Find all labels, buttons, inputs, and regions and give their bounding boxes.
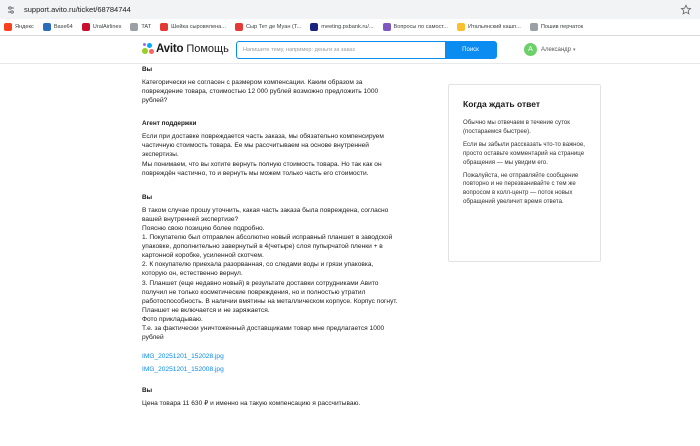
bookmark-favicon-icon: [43, 23, 51, 31]
message-line: вашей внутренней экспертизе?: [142, 215, 239, 223]
user-name[interactable]: Александр: [541, 46, 572, 53]
response-time-card: [448, 84, 601, 262]
message-line: работоспособность. В наличии вмятины на металлическом корпусе. Корпус погнут.: [142, 297, 398, 305]
bookmark-label: Итальянский кашп...: [467, 24, 521, 30]
message-text: [142, 78, 412, 105]
bookmark-item[interactable]: [457, 23, 521, 31]
user-menu[interactable]: [524, 43, 576, 56]
avatar[interactable]: А: [524, 43, 537, 56]
bookmark-label: Яндекс: [15, 24, 34, 30]
site-settings-icon[interactable]: [4, 3, 18, 17]
message-line: картонной коробке, усиленной скотчем.: [142, 252, 264, 260]
message-line: повреждён частично, то и вернуть мы можем только часть его стоимости.: [142, 169, 369, 177]
chevron-down-icon[interactable]: ▾: [573, 46, 576, 53]
bookmark-label: Сыр Тет де Муан (T...: [245, 24, 302, 30]
bookmark-label: Пошив перчаток: [540, 24, 584, 30]
bookmark-favicon-icon: [530, 23, 538, 31]
message-line: 2. К покупателю приехала разорванная, со следами воды и грязи упаковка,: [142, 261, 374, 269]
help-label: Помощь: [186, 42, 229, 55]
message-line: которую он, естественно вернул.: [142, 270, 243, 278]
message-author: Вы: [142, 193, 153, 201]
bookmark-item[interactable]: [235, 23, 301, 31]
message-line: Цена товара 11 630 ₽ и именно на такую компенсацию я рассчитываю.: [142, 400, 361, 408]
message-text: [142, 399, 412, 408]
bookmark-favicon-icon: [160, 23, 168, 31]
message-line: повреждение товара, стоимостью 12 000 рублей возможно предложить 1000: [142, 88, 379, 96]
message-line: 3. Планшет (еще недавно новый) в результате доставки сотрудниками Авито: [142, 279, 379, 287]
bookmark-favicon-icon: [457, 23, 465, 31]
bookmark-label: TAT: [141, 24, 152, 30]
bookmark-label: UralAirlines: [92, 24, 122, 30]
message-author: Вы: [142, 387, 153, 395]
bookmark-favicon-icon: [383, 23, 391, 31]
bookmark-label: Base64: [53, 24, 73, 30]
bookmark-item[interactable]: [383, 23, 448, 31]
card-title: Когда ждать ответ: [463, 99, 541, 109]
bookmark-item[interactable]: [4, 23, 34, 31]
message-line: Мы понимаем, что вы хотите вернуть полную стоимость товара. Но так как он: [142, 160, 382, 168]
bookmark-item[interactable]: [530, 23, 583, 31]
bookmark-label: meeting.psbank.ru/...: [321, 24, 374, 30]
message-line: экспертизы.: [142, 151, 179, 159]
message-author: Вы: [142, 66, 153, 73]
message-line: Поясню свою позицию более подробно.: [142, 224, 265, 232]
bookmark-favicon-icon: [82, 23, 90, 31]
bookmark-favicon-icon: [235, 23, 243, 31]
card-paragraph: Если вы забыли рассказать что-то важное, просто оставьте комментарий на странице обращения — мы увидим его.: [463, 140, 586, 166]
bookmark-star-icon[interactable]: [680, 3, 692, 15]
bookmark-favicon-icon: [4, 23, 12, 31]
message-line: Т.е. за фактически уничтоженный доставщиками товар мне предлагается 1000: [142, 324, 385, 332]
message-line: Если при доставке повреждается часть заказа, мы обязательно компенсируем: [142, 133, 384, 141]
attachment-link[interactable]: IMG_20251201_152028.jpg: [142, 353, 224, 361]
bookmark-favicon-icon: [130, 23, 138, 31]
bookmark-item[interactable]: [310, 23, 373, 31]
bookmarks-bar: [0, 19, 700, 36]
message-line: В таком случае прошу уточнить, какая часть заказа была повреждена, согласно: [142, 206, 389, 214]
message-text: [142, 132, 412, 177]
card-paragraph: Обычно мы отвечаем в течение суток (постараемся быстрее).: [463, 119, 570, 135]
message-line: рублей: [142, 334, 164, 342]
message-line: упаковке, дополнительно завернутый в 4(четыре) слоя пупырчатой пленки + в: [142, 243, 383, 251]
bookmark-item[interactable]: [160, 23, 226, 31]
message-line: Фото прикладываю.: [142, 315, 203, 323]
bookmark-label: Вопросы по самост...: [393, 24, 448, 30]
message-line: Планшет не включается и не заряжается.: [142, 306, 270, 314]
message-line: рублей?: [142, 97, 168, 105]
search-input[interactable]: [237, 42, 445, 58]
message-text: [142, 206, 412, 342]
avito-help-logo[interactable]: [142, 42, 229, 55]
bookmark-label: Шейка сыровялена...: [171, 24, 226, 30]
search-button[interactable]: Поиск: [445, 42, 496, 58]
message-line: частичную стоимость товара. Ее мы рассчитываем на основе внутренней: [142, 142, 369, 150]
browser-address-bar: [0, 0, 700, 19]
attachment-link[interactable]: IMG_20251201_152008.jpg: [142, 366, 224, 374]
url-text[interactable]: support.avito.ru/ticket/68784744: [24, 5, 131, 14]
bookmark-favicon-icon: [310, 23, 318, 31]
brand-name: Avito: [156, 42, 184, 55]
bookmark-item[interactable]: [82, 23, 122, 31]
conversation-thread: [142, 66, 412, 408]
help-search: [236, 41, 497, 59]
card-paragraph: Пожалуйста, не отправляйте сообщение повторно и не перезванивайте с тем же вопросом в колл-центр — поток новых обращений увеличит время ответа.: [463, 171, 579, 206]
message-line: Категорически не согласен с размером компенсации. Каким образом за: [142, 79, 363, 86]
avito-logo-icon: [142, 42, 155, 55]
message-line: 1. Покупателю был отправлен абсолютно новый исправный планшет в заводской: [142, 234, 393, 242]
message-author: Агент поддержки: [142, 120, 197, 128]
bookmark-item[interactable]: [43, 23, 73, 31]
message-line: получил не только косметические повреждения, но и полностью утратил: [142, 288, 366, 296]
bookmark-item[interactable]: [130, 23, 151, 31]
